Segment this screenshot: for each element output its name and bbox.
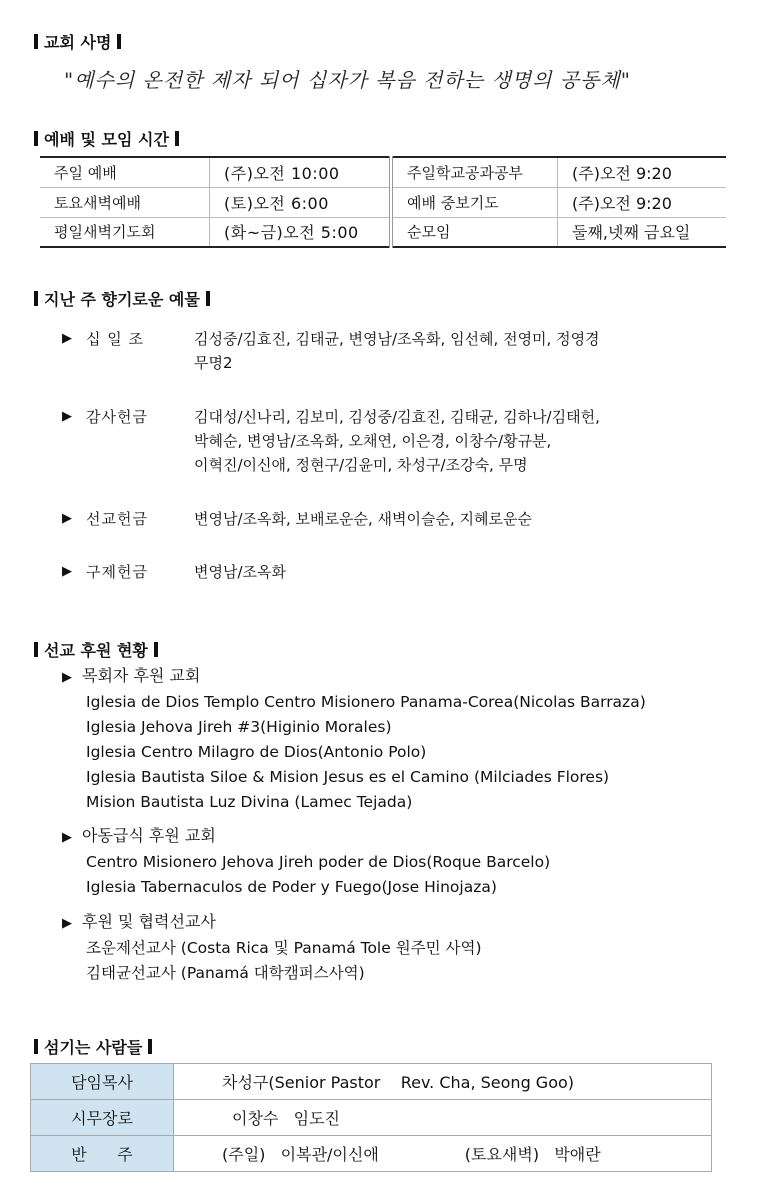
group-heading (62, 664, 646, 690)
role-cell: 반 주 (31, 1136, 174, 1172)
role-cell: 시무장로 (31, 1100, 174, 1136)
list-item: Mision Bautista Luz Divina (Lamec Tejada) (86, 793, 413, 811)
service-name: 토요새벽예배 (40, 187, 210, 217)
names-line: 이혁진/이신애, 정현구/김윤미, 차성구/조강숙, 무명 (194, 456, 528, 474)
servers-section-title (34, 1035, 152, 1058)
service-time: (주)오전 9:20 (558, 187, 727, 217)
service-name: 주일학교공과공부 (391, 157, 558, 187)
triangle-right-icon: ▶ (62, 564, 72, 579)
list-item: 조운제선교사 (Costa Rica 및 Panamá Tole 원주민 사역) (86, 939, 482, 957)
triangle-right-icon: ▶ (62, 409, 72, 424)
mission-title-text: 교회 사명 (44, 33, 112, 52)
title-bar-right (154, 642, 158, 657)
names-line: 김대성/신나리, 김보미, 김성중/김효진, 김태균, 김하나/김태헌, (194, 408, 600, 426)
offering-names (194, 405, 714, 477)
title-bar-right (175, 131, 179, 146)
person-cell: 차성구(Senior Pastor Rev. Cha, Seong Goo) (174, 1064, 712, 1100)
person-cell (174, 1136, 712, 1172)
group-lines (62, 936, 482, 986)
service-name: 주일 예배 (40, 157, 210, 187)
offerings-title-text: 지난 주 향기로운 예물 (44, 290, 200, 309)
list-item: Iglesia Tabernaculos de Poder y Fuego(Jose Hinojaza) (86, 878, 497, 896)
offering-label: 십 일 조 (86, 330, 145, 348)
table-row (40, 157, 726, 187)
table-row (31, 1064, 712, 1100)
service-name: 평일새벽기도회 (40, 217, 210, 247)
title-bar-right (206, 291, 210, 306)
triangle-right-icon: ▶ (62, 331, 72, 346)
triangle-right-icon: ▶ (62, 916, 72, 931)
offering-names (194, 327, 714, 375)
accompanist-sunday: (주일) 이복관/이신애 (222, 1145, 379, 1164)
service-time: (화~금)오전 5:00 (210, 217, 392, 247)
title-bar-left (34, 131, 38, 146)
group-lines (62, 850, 550, 900)
mission-statement: "예수의 온전한 제자 되어 십자가 복음 전하는 생명의 공동체" (64, 68, 631, 92)
servers-title-text: 섬기는 사람들 (44, 1038, 143, 1057)
missions-group-children (62, 824, 550, 900)
table-row (31, 1136, 712, 1172)
names-line: 박혜순, 변영남/조옥화, 오채연, 이은경, 이창수/황규분, (194, 432, 552, 450)
list-item: Centro Misionero Jehova Jireh poder de Dios(Roque Barcelo) (86, 853, 551, 871)
triangle-right-icon: ▶ (62, 830, 72, 845)
offering-label: 선교헌금 (86, 510, 148, 528)
offering-names (194, 560, 714, 584)
list-item: 김태균선교사 (Panamá 대학캠퍼스사역) (86, 964, 365, 982)
names-line: 변영남/조옥화, 보배로운순, 새벽이슬순, 지혜로운순 (194, 510, 532, 528)
service-time: (주)오전 10:00 (210, 157, 392, 187)
service-name: 예배 중보기도 (391, 187, 558, 217)
worship-schedule-table (40, 156, 726, 248)
offerings-section-title (34, 287, 210, 310)
servers-table (30, 1063, 712, 1172)
title-bar-right (117, 34, 121, 49)
list-item: Iglesia de Dios Templo Centro Misionero Panama-Corea(Nicolas Barraza) (86, 693, 646, 711)
names-line: 무명2 (194, 354, 233, 372)
list-item: Iglesia Bautista Siloe & Mision Jesus es el Camino (Milciades Flores) (86, 768, 610, 786)
mission-section-title (34, 30, 121, 53)
table-row (40, 217, 726, 247)
triangle-right-icon: ▶ (62, 511, 72, 526)
title-bar-left (34, 34, 38, 49)
list-item: Iglesia Jehova Jireh #3(Higinio Morales) (86, 718, 392, 736)
list-item: Iglesia Centro Milagro de Dios(Antonio Polo) (86, 743, 427, 761)
triangle-right-icon: ▶ (62, 670, 72, 685)
title-bar-left (34, 291, 38, 306)
title-bar-left (34, 642, 38, 657)
missions-group-pastors (62, 664, 646, 815)
service-time: (토)오전 6:00 (210, 187, 392, 217)
service-time: (주)오전 9:20 (558, 157, 727, 187)
table-row (31, 1100, 712, 1136)
names-line: 김성중/김효진, 김태균, 변영남/조옥화, 임선혜, 전영미, 정영경 (194, 330, 600, 348)
group-heading-text: 아동급식 후원 교회 (82, 826, 216, 845)
group-lines (62, 690, 646, 815)
missions-title-text: 선교 후원 현황 (44, 641, 148, 660)
role-cell: 담임목사 (31, 1064, 174, 1100)
service-time: 둘째,넷째 금요일 (558, 217, 727, 247)
worship-section-title (34, 127, 179, 150)
title-bar-left (34, 1039, 38, 1054)
person-cell: 이창수 임도진 (174, 1100, 712, 1136)
table-row (40, 187, 726, 217)
missions-section-title (34, 638, 158, 661)
service-name: 순모임 (391, 217, 558, 247)
group-heading (62, 910, 482, 936)
offering-label: 구제헌금 (86, 563, 148, 581)
group-heading-text: 후원 및 협력선교사 (82, 912, 216, 931)
group-heading-text: 목회자 후원 교회 (82, 666, 201, 685)
group-heading (62, 824, 550, 850)
title-bar-right (148, 1039, 152, 1054)
names-line: 변영남/조옥화 (194, 563, 286, 581)
offering-label: 감사헌금 (86, 408, 148, 426)
missions-group-missionaries (62, 910, 482, 986)
accompanist-saturday: (토요새벽) 박애란 (464, 1145, 601, 1164)
offering-names (194, 507, 714, 531)
worship-title-text: 예배 및 모임 시간 (44, 130, 169, 149)
